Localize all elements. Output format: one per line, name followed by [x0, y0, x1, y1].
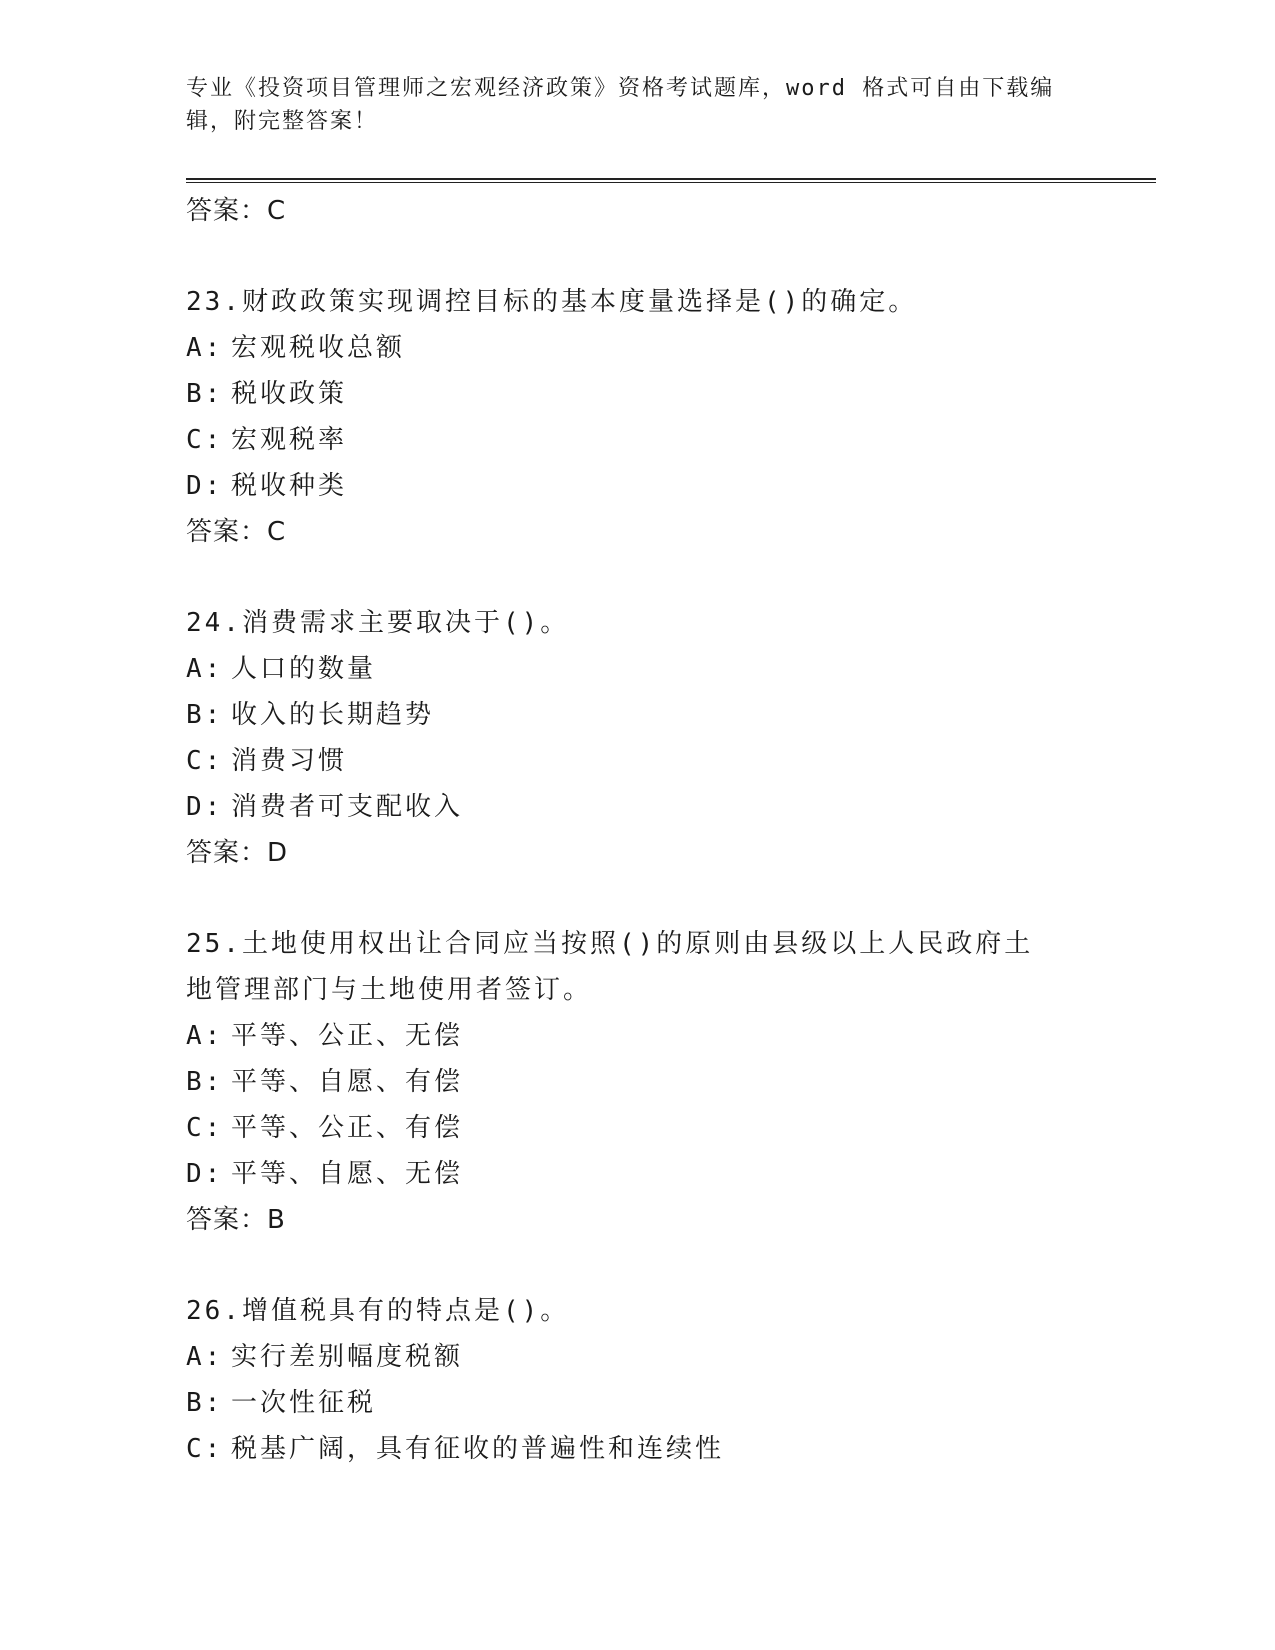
answer-line: 答案：C	[186, 196, 287, 226]
option-text: 宏观税率	[231, 425, 348, 455]
question-text: 消费需求主要取决于()。	[241, 608, 570, 638]
option-d	[186, 784, 1156, 830]
answer-line: 答案：B	[186, 1205, 286, 1235]
question-number: 26.	[186, 1296, 242, 1326]
question-list	[186, 188, 1156, 1472]
question-number: 23.	[186, 287, 242, 317]
option-a	[186, 1013, 1156, 1059]
question-text: 土地使用权出让合同应当按照()的原则由县级以上人民政府土地管理部门与土地使用者签订。	[186, 929, 1034, 1005]
option-text: 宏观税收总额	[231, 333, 406, 363]
option-label: D:	[186, 792, 224, 822]
option-b	[186, 371, 1156, 417]
option-b	[186, 692, 1156, 738]
option-text: 平等、公正、无偿	[231, 1021, 464, 1051]
option-label: B:	[186, 1388, 224, 1418]
option-label: B:	[186, 700, 224, 730]
option-text: 税收政策	[231, 379, 348, 409]
question-stem	[186, 1288, 1156, 1334]
option-text: 平等、公正、有偿	[231, 1113, 464, 1143]
option-a	[186, 325, 1156, 371]
option-a	[186, 646, 1156, 692]
answer-line: 答案：D	[186, 838, 289, 868]
option-text: 消费习惯	[231, 746, 348, 776]
option-text: 实行差别幅度税额	[231, 1342, 464, 1372]
option-label: A:	[186, 1021, 224, 1051]
option-c	[186, 1426, 1156, 1472]
option-text: 税基广阔，具有征收的普遍性和连续性	[231, 1434, 725, 1464]
option-d	[186, 1151, 1156, 1197]
option-text: 平等、自愿、无偿	[231, 1159, 464, 1189]
option-b	[186, 1380, 1156, 1426]
option-c	[186, 417, 1156, 463]
option-label: D:	[186, 1159, 224, 1189]
option-text: 消费者可支配收入	[231, 792, 464, 822]
option-text: 税收种类	[231, 471, 348, 501]
option-text: 平等、自愿、有偿	[231, 1067, 464, 1097]
option-label: B:	[186, 1067, 224, 1097]
option-label: D:	[186, 471, 224, 501]
option-label: C:	[186, 1113, 224, 1143]
option-text: 收入的长期趋势	[231, 700, 435, 730]
option-label: C:	[186, 425, 224, 455]
option-a	[186, 1334, 1156, 1380]
option-b	[186, 1059, 1156, 1105]
question-number: 24.	[186, 608, 242, 638]
question-number: 25.	[186, 929, 242, 959]
question-stem	[186, 279, 1156, 325]
option-label: C:	[186, 1434, 224, 1464]
option-label: C:	[186, 746, 224, 776]
answer-line: 答案：C	[186, 517, 287, 547]
option-text: 一次性征税	[231, 1388, 377, 1418]
option-c	[186, 738, 1156, 784]
option-label: A:	[186, 1342, 224, 1372]
option-c	[186, 1105, 1156, 1151]
option-text: 人口的数量	[231, 654, 377, 684]
question-text: 增值税具有的特点是()。	[241, 1296, 570, 1326]
option-label: A:	[186, 333, 224, 363]
question-stem	[186, 921, 1046, 1013]
option-label: A:	[186, 654, 224, 684]
option-label: B:	[186, 379, 224, 409]
question-stem	[186, 600, 1156, 646]
header-divider	[186, 178, 1156, 183]
question-text: 财政政策实现调控目标的基本度量选择是()的确定。	[241, 287, 918, 317]
document-header: 专业《投资项目管理师之宏观经济政策》资格考试题库，word 格式可自由下载编辑，附完整答案！	[186, 76, 1055, 134]
option-d	[186, 463, 1156, 509]
